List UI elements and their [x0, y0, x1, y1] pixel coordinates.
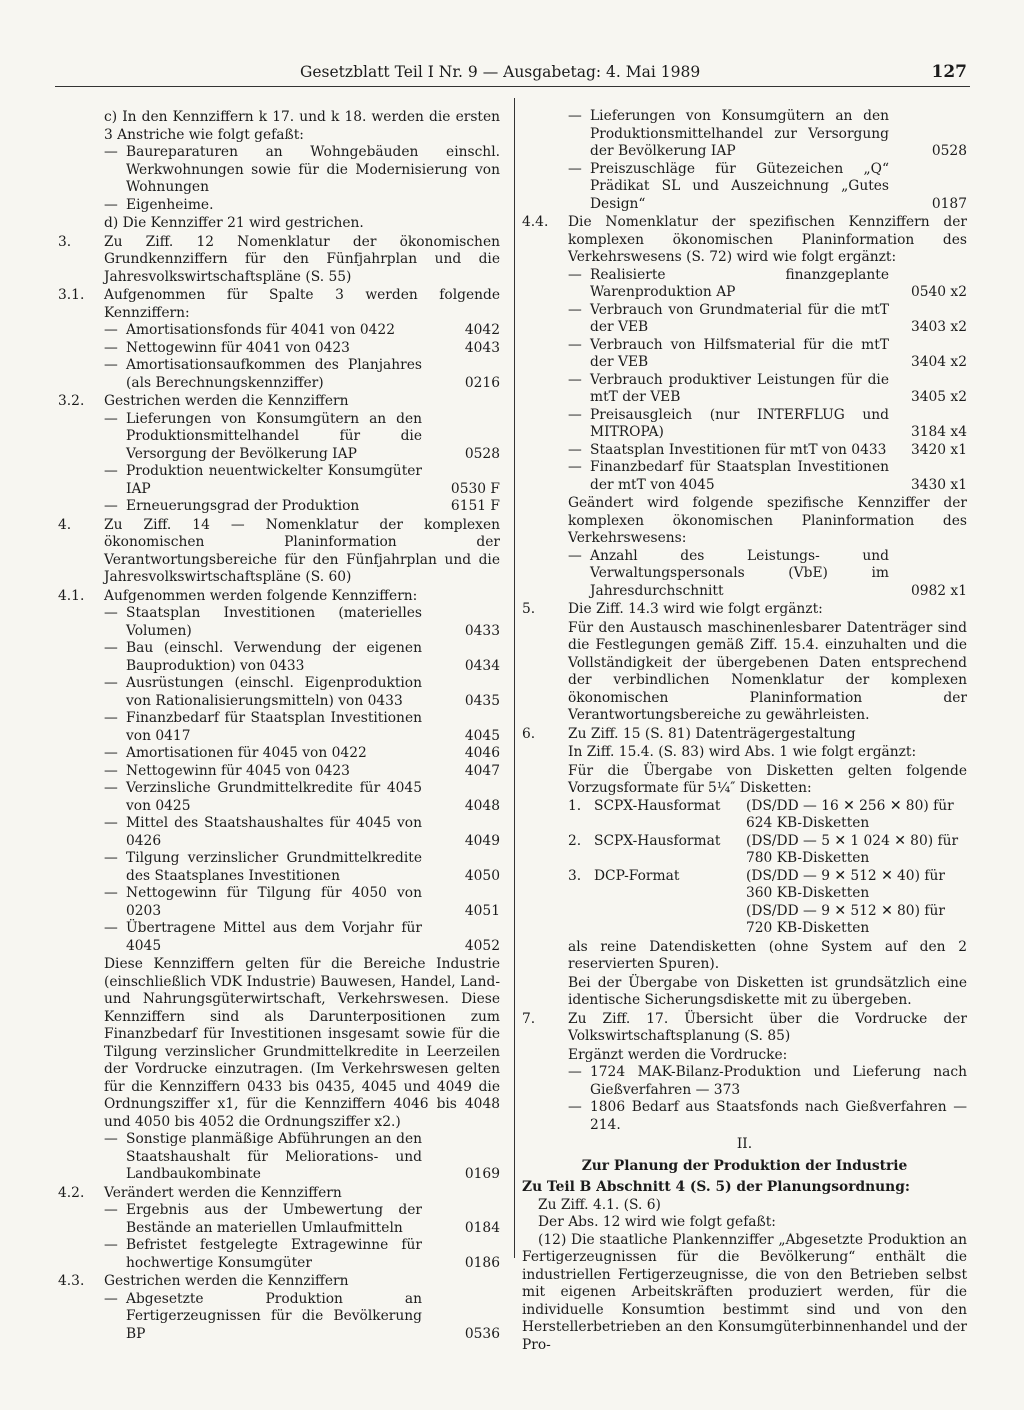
item-text: Ergebnis aus der Umbewertung der Bestände an materiellen Umlaufmitteln [126, 1202, 422, 1236]
format-number [568, 903, 594, 938]
dash-marker: — [104, 850, 118, 866]
dash-item [104, 357, 500, 392]
item-code: 0434 [464, 657, 500, 674]
item-text: Verbrauch von Hilfsmaterial für die mtT der VEB [590, 336, 889, 370]
dash-item [104, 197, 500, 215]
dash-marker: — [104, 410, 118, 427]
paragraph [58, 956, 500, 1131]
item-text: Verbrauch von Grundmaterial für die mtT der VEB [590, 301, 889, 335]
paragraph [522, 620, 967, 725]
paragraph-text: Aufgenommen für Spalte 3 werden folgende Kennziffern: [104, 287, 500, 321]
item-code: 4042 [464, 322, 500, 338]
item-text: Nettogewinn für 4045 von 0423 [126, 762, 350, 779]
dash-item [104, 1291, 500, 1344]
item-text: Anzahl des Leistungs- und Verwaltungspersonals (VbE) im Jahresdurchschnitt [590, 547, 889, 599]
format-row [568, 903, 967, 938]
dash-marker: — [568, 371, 582, 388]
dash-item [104, 745, 500, 763]
section-number: 4.1. [58, 587, 85, 604]
paragraph-text: Ergänzt werden die Vordrucke: [568, 1046, 788, 1063]
item-code: 4046 [464, 745, 500, 761]
item-code: 6151 F [450, 498, 500, 514]
section-number: 4.3. [58, 1273, 85, 1289]
indented-line: Zu Ziff. 4.1. (S. 6) [538, 1196, 661, 1213]
dash-marker: — [104, 780, 118, 796]
section-number: 3. [58, 233, 72, 250]
body-paragraph: (12) Die staatliche Plankennziffer „Abgesetzte Produktion an Fertigerzeugnissen für die Bevölkerung“ enthält die industriellen Fertigerzeugnisse, die von den Betrieben selbst mit eigenen Arbeitskräften produziert werden, für die individuelle Konsumtion bestimmt sind und von den Herstellerbetrieben an den Konsumgüterbinnenhandel und der Pro- [522, 1231, 967, 1353]
item-text: Abgesetzte Produktion an Fertigerzeugnissen für die Bevölkerung BP [126, 1290, 422, 1342]
section-subheading: Zur Planung der Produktion der Industrie [581, 1157, 908, 1174]
item-code: 0982 x1 [910, 582, 967, 599]
paragraph-text: Zu Ziff. 17. Übersicht über die Vordrucke der Volkswirtschaftsplanung (S. 85) [568, 1010, 967, 1044]
paragraph [58, 109, 500, 144]
paragraph [58, 588, 500, 606]
paragraph [58, 517, 500, 587]
column-divider [514, 98, 515, 1258]
item-code: 3184 x4 [910, 424, 967, 440]
paragraph-text: Geändert wird folgende spezifische Kennziffer der komplexen ökonomischen Planinformation des Verkehrswesens: [568, 495, 967, 546]
item-code: 3404 x2 [910, 354, 967, 370]
dash-marker: — [104, 920, 118, 936]
format-spec: (DS/DD — 9 ✕ 512 ✕ 80) für 720 KB-Disketten [746, 902, 945, 936]
paragraph [522, 744, 967, 762]
dash-marker: — [568, 1099, 582, 1115]
item-text: Tilgung verzinslicher Grundmittelkredite des Staatsplanes Investitionen [126, 850, 422, 884]
section-number: 7. [522, 1010, 536, 1027]
paragraph [58, 287, 500, 322]
item-text: Bau (einschl. Verwendung der eigenen Bauproduktion) von 0433 [126, 640, 422, 674]
dash-item [568, 337, 967, 372]
paragraph [522, 1011, 967, 1046]
item-code: 4052 [464, 937, 500, 954]
format-name: DCP-Format [594, 867, 680, 884]
item-code: 0540 x2 [910, 284, 967, 300]
paragraph [522, 1047, 967, 1065]
paragraph-text: In Ziff. 15.4. (S. 83) wird Abs. 1 wie folgt ergänzt: [568, 744, 917, 760]
format-spec: (DS/DD — 9 ✕ 512 ✕ 40) für 360 KB-Disketten [746, 867, 945, 901]
right-column [522, 108, 967, 1354]
paragraph [522, 975, 967, 1010]
paragraph-text: Für die Übergabe von Disketten gelten folgende Vorzugsformate für 5¼″ Disketten: [568, 762, 967, 796]
item-code: 0530 F [450, 480, 500, 497]
section-number: 4.2. [58, 1184, 85, 1201]
dash-marker: — [104, 762, 118, 779]
dash-item [568, 1099, 967, 1134]
item-text: Baureparaturen an Wohngebäuden einschl. Werkwohnungen sowie für die Modernisierung von Wohnungen [126, 144, 500, 195]
header-rule [55, 86, 970, 87]
item-code: 4050 [464, 867, 500, 884]
dash-marker: — [104, 1131, 118, 1147]
format-name [594, 903, 746, 938]
paragraph [58, 234, 500, 287]
dash-item [568, 108, 967, 161]
dash-item [104, 1237, 500, 1272]
dash-item [568, 548, 967, 601]
dash-marker: — [568, 301, 582, 318]
item-text: Finanzbedarf für Staatsplan Investitionen von 0417 [126, 710, 422, 744]
dash-item [568, 302, 967, 337]
item-text: Amortisationsfonds für 4041 von 0422 [126, 322, 395, 338]
paragraph-text: Verändert werden die Kennziffern [104, 1184, 342, 1201]
dash-item [104, 411, 500, 464]
format-number: 3. [568, 867, 582, 884]
item-code: 0169 [464, 1166, 500, 1182]
format-row [568, 868, 967, 903]
dash-item [104, 780, 500, 815]
dash-item [568, 161, 967, 214]
item-code: 4047 [464, 762, 500, 779]
page-header: Gesetzblatt Teil I Nr. 9 — Ausgabetag: 4. Mai 1989 [300, 63, 701, 81]
dash-item [104, 763, 500, 781]
item-text: Produktion neuentwickelter Konsumgüter IAP [126, 463, 422, 497]
item-text: Mittel des Staatshaushaltes für 4045 von 0426 [126, 815, 422, 849]
dash-marker: — [104, 498, 118, 514]
dash-marker: — [104, 885, 118, 901]
item-text: Übertragene Mittel aus dem Vorjahr für 4045 [126, 920, 422, 954]
dash-item [104, 1202, 500, 1237]
item-code: 3420 x1 [910, 441, 967, 458]
item-text: Ausrüstungen (einschl. Eigenproduktion von Rationalisierungsmitteln) von 0433 [126, 675, 422, 709]
paragraph-text: Zu Ziff. 15 (S. 81) Datenträgergestaltung [568, 725, 856, 742]
item-text: 1806 Bedarf aus Staatsfonds nach Gießverfahren — 214. [590, 1099, 967, 1133]
item-text: Eigenheime. [126, 196, 214, 213]
format-name: SCPX-Hausformat [594, 797, 721, 814]
paragraph-text: Die Ziff. 14.3 wird wie folgt ergänzt: [568, 601, 823, 617]
indented-line: Der Abs. 12 wird wie folgt gefaßt: [538, 1214, 776, 1230]
item-text: Amortisationen für 4045 von 0422 [126, 745, 367, 761]
section-number: 3.2. [58, 393, 85, 409]
section-number: 5. [522, 601, 536, 617]
item-text: Lieferungen von Konsumgütern an den Produktionsmittelhandel zur Versorgung der Bevölkerung IAP [590, 108, 889, 159]
item-text: Finanzbedarf für Staatsplan Investitionen der mtT von 4045 [590, 459, 889, 493]
item-text: Amortisationsaufkommen des Planjahres (als Berechnungskennziffer) [126, 357, 422, 391]
dash-item [104, 498, 500, 516]
paragraph-text: Gestrichen werden die Kennziffern [104, 393, 349, 409]
item-code: 4045 [464, 727, 500, 744]
dash-marker: — [104, 605, 118, 621]
dash-item [568, 442, 967, 460]
dash-marker: — [568, 406, 582, 423]
dash-marker: — [104, 339, 118, 356]
item-code: 0528 [931, 143, 967, 159]
dash-item [104, 920, 500, 955]
dash-item [104, 605, 500, 640]
paragraph-text: d) Die Kennziffer 21 wird gestrichen. [104, 215, 364, 231]
item-code: 3405 x2 [910, 389, 967, 405]
item-text: Nettogewinn für Tilgung für 4050 von 0203 [126, 885, 422, 919]
item-text: Staatsplan Investitionen (materielles Volumen) [126, 605, 422, 639]
dash-item [104, 885, 500, 920]
item-text: Verbrauch produktiver Leistungen für die mtT der VEB [590, 371, 889, 405]
dash-marker: — [104, 815, 118, 831]
item-code: 0435 [464, 692, 500, 709]
dash-item [104, 850, 500, 885]
bold-heading: Zu Teil B Abschnitt 4 (S. 5) der Planungsordnung: [522, 1179, 910, 1195]
section-number: 4. [58, 516, 72, 533]
dash-item [104, 815, 500, 850]
item-code: 0186 [464, 1254, 500, 1271]
dash-marker: — [104, 463, 118, 479]
item-code: 0216 [464, 374, 500, 391]
item-text: Lieferungen von Konsumgütern an den Produktionsmittelhandel für die Versorgung der Bevölkerung IAP [126, 410, 422, 462]
item-code: 0433 [464, 622, 500, 639]
dash-item [104, 144, 500, 197]
item-code: 3403 x2 [910, 319, 967, 335]
dash-marker: — [104, 1202, 118, 1218]
paragraph [58, 215, 500, 233]
paragraph [58, 1185, 500, 1203]
paragraph [522, 726, 967, 744]
item-code: 0184 [464, 1219, 500, 1236]
paragraph-text: c) In den Kennziffern k 17. und k 18. werden die ersten 3 Anstriche wie folgt gefaßt: [104, 109, 500, 143]
item-code: 0187 [931, 195, 967, 212]
dash-item [568, 459, 967, 494]
dash-item [104, 710, 500, 745]
item-text: Befristet festgelegte Extragewinne für hochwertige Konsumgüter [126, 1237, 422, 1271]
dash-marker: — [104, 1290, 118, 1307]
paragraph-text: Die Nomenklatur der spezifischen Kennziffern der komplexen ökonomischen Planinformation des Verkehrswesens (S. 72) wird wie folgt ergänzt: [568, 214, 967, 265]
paragraph [522, 214, 967, 267]
format-number: 1. [568, 797, 582, 814]
section-number: 3.1. [58, 287, 85, 303]
section-number: 6. [522, 725, 536, 742]
item-code: 0528 [464, 445, 500, 462]
page-number: 127 [931, 62, 967, 82]
dash-marker: — [104, 675, 118, 691]
item-code: 4043 [464, 339, 500, 356]
item-text: Sonstige planmäßige Abführungen an den Staatshaushalt für Meliorations- und Landbaukombinate [126, 1131, 422, 1182]
section-number: 4.4. [522, 214, 549, 230]
dash-item [104, 1131, 500, 1184]
dash-item [568, 407, 967, 442]
paragraph [522, 763, 967, 798]
format-row [568, 833, 967, 868]
item-code: 0536 [464, 1325, 500, 1342]
item-text: Staatsplan Investitionen für mtT von 0433 [590, 441, 887, 458]
paragraph-text: Für den Austausch maschinenlesbarer Datenträger sind die Festlegungen gemäß Ziff. 15.4. einzuhalten und die Vollständigkeit der übergebenen Daten entsprechend der verbindlichen Nomenklatur der komplexen ökonomischen Planinformation der Verantwortungsbereiche zu gewährleisten. [568, 619, 967, 723]
format-spec: (DS/DD — 16 ✕ 256 ✕ 80) für 624 KB-Disketten [746, 797, 954, 831]
paragraph-text: Diese Kennziffern gelten für die Bereiche Industrie (einschließlich VDK Industrie) Bauwesen, Handel, Land- und Nahrungsgüterwirtschaft, Verkehrswesen. Diese Kennziffern sind als Darunterpositionen zum Finanzbedarf für Investitionen insgesamt sowie für die Tilgung verzinslicher Grundmittelkredite in Leerzeilen der Vordrucke einzutragen. (Im Verkehrswesen gelten für die Kennziffern 0433 bis 0435, 4045 und 4049 die Ordnungsziffer x1, für die Kennziffern 4046 bis 4048 und 4050 bis 4052 die Ordnungsziffer x2.) [104, 956, 500, 1130]
paragraph [58, 393, 500, 411]
dash-marker: — [104, 196, 118, 213]
paragraph-text: Zu Ziff. 12 Nomenklatur der ökonomischen Grundkennziffern für den Fünfjahrplan und die Jahresvolkswirtschaftspläne (S. 55) [104, 233, 500, 285]
dash-item [104, 322, 500, 340]
item-text: Preisausgleich (nur INTERFLUG und MITROPA) [590, 406, 889, 440]
item-code: 3430 x1 [910, 476, 967, 493]
dash-marker: — [568, 160, 582, 177]
format-number: 2. [568, 832, 582, 849]
dash-marker: — [104, 322, 118, 338]
item-text: Erneuerungsgrad der Produktion [126, 498, 360, 514]
dash-marker: — [104, 144, 118, 160]
dash-marker: — [568, 336, 582, 353]
dash-item [568, 267, 967, 302]
format-spec: (DS/DD — 5 ✕ 1 024 ✕ 80) für 780 KB-Disketten [746, 832, 959, 866]
paragraph-text: Gestrichen werden die Kennziffern [104, 1273, 349, 1289]
item-code: 4049 [464, 832, 500, 849]
dash-item [104, 463, 500, 498]
dash-item [568, 372, 967, 407]
dash-item [568, 1064, 967, 1099]
left-column [58, 108, 500, 1343]
paragraph-text: Bei der Übergabe von Disketten ist grundsätzlich eine identische Sicherungsdiskette mit zu übergeben. [568, 974, 967, 1008]
item-text: Realisierte finanzgeplante Warenproduktion AP [590, 266, 889, 300]
item-text: Nettogewinn für 4041 von 0423 [126, 339, 350, 356]
section-heading: II. [736, 1136, 753, 1152]
dash-marker: — [568, 547, 582, 564]
format-row [568, 798, 967, 833]
paragraph-text: Zu Ziff. 14 — Nomenklatur der komplexen ökonomischen Planinformation der Verantwortungsbereiche für den Fünfjahrplan und die Jahresvolkswirtschaftspläne (S. 60) [104, 516, 500, 585]
paragraph [522, 601, 967, 619]
item-code: 4048 [464, 797, 500, 814]
dash-marker: — [568, 441, 582, 458]
dash-marker: — [104, 745, 118, 761]
dash-marker: — [568, 1064, 582, 1080]
dash-marker: — [104, 357, 118, 373]
item-text: 1724 MAK-Bilanz-Produktion und Lieferung nach Gießverfahren — 373 [590, 1064, 967, 1098]
paragraph [522, 939, 967, 974]
dash-item [104, 640, 500, 675]
item-text: Preiszuschläge für Gütezeichen „Q“ Prädikat SL und Auszeichnung „Gutes Design“ [590, 160, 889, 212]
dash-marker: — [104, 710, 118, 726]
paragraph-text: als reine Datendisketten (ohne System auf den 2 reservierten Spuren). [568, 938, 967, 972]
format-name: SCPX-Hausformat [594, 832, 721, 849]
dash-item [104, 340, 500, 358]
dash-marker: — [568, 108, 582, 124]
dash-marker: — [104, 640, 118, 656]
item-text: Verzinsliche Grundmittelkredite für 4045 von 0425 [126, 780, 422, 814]
dash-marker: — [568, 266, 582, 283]
dash-marker: — [568, 459, 582, 475]
dash-marker: — [104, 1237, 118, 1253]
paragraph [58, 1273, 500, 1291]
dash-item [104, 675, 500, 710]
item-code: 4051 [464, 902, 500, 919]
paragraph [522, 495, 967, 548]
paragraph-text: Aufgenommen werden folgende Kennziffern: [104, 587, 418, 604]
